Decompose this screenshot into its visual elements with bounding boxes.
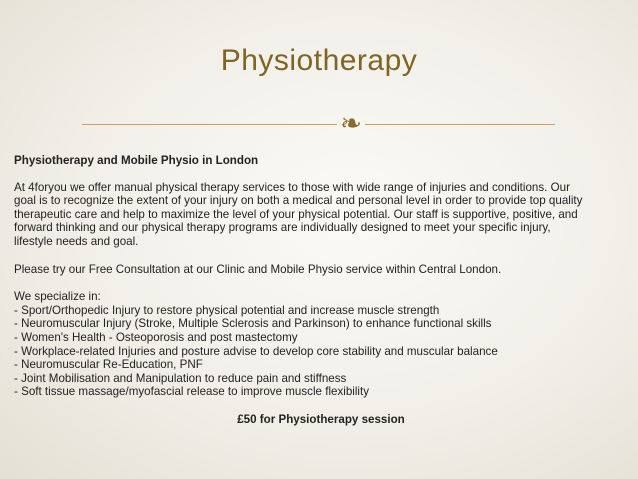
list-item: - Neuromuscular Re-Education, PNF: [14, 358, 203, 372]
list-item: - Workplace-related Injuries and posture advise to develop core stability and muscular balance: [14, 344, 498, 358]
list-item: - Neuromuscular Injury (Stroke, Multiple Sclerosis and Parkinson) to enhance functional skills: [14, 317, 492, 331]
subtitle: Physiotherapy and Mobile Physio in London: [14, 154, 259, 167]
intro-paragraph: [14, 181, 628, 249]
intro-line: goal is to recognize the extent of your injury on both a medical and personal level in order to provide top quality: [14, 194, 583, 208]
intro-line: lifestyle needs and goal.: [14, 234, 139, 248]
intro-line: therapeutic care and help to maximize the level of your physical potential. Our staff is supportive, positive, and: [14, 207, 578, 221]
price-text: £50 for Physiotherapy session: [237, 412, 405, 426]
slide-title: Physiotherapy: [220, 44, 418, 77]
divider-left: [82, 124, 337, 125]
list-item: - Women's Health - Osteoporosis and post mastectomy: [14, 330, 298, 344]
intro-line: forward thinking and our physical therapy programs are individually designed to meet your specific injury,: [14, 221, 551, 235]
intro-line: At 4foryou we offer manual physical therapy services to those with wide range of injuries and conditions. Our: [14, 180, 570, 194]
list-item: - Sport/Orthopedic Injury to restore physical potential and increase muscle strength: [14, 303, 440, 317]
list-item: - Soft tissue massage/myofascial release to improve muscle flexibility: [14, 385, 370, 399]
fleuron-icon: ❧: [340, 108, 362, 138]
divider-right: [365, 124, 555, 125]
list-item: - Joint Mobilisation and Manipulation to reduce pain and stiffness: [14, 371, 347, 385]
specialize-heading: We specialize in:: [14, 290, 101, 304]
slide-body: [14, 154, 628, 427]
consultation-text: Please try our Free Consultation at our Clinic and Mobile Physio service within Central London.: [14, 262, 502, 276]
